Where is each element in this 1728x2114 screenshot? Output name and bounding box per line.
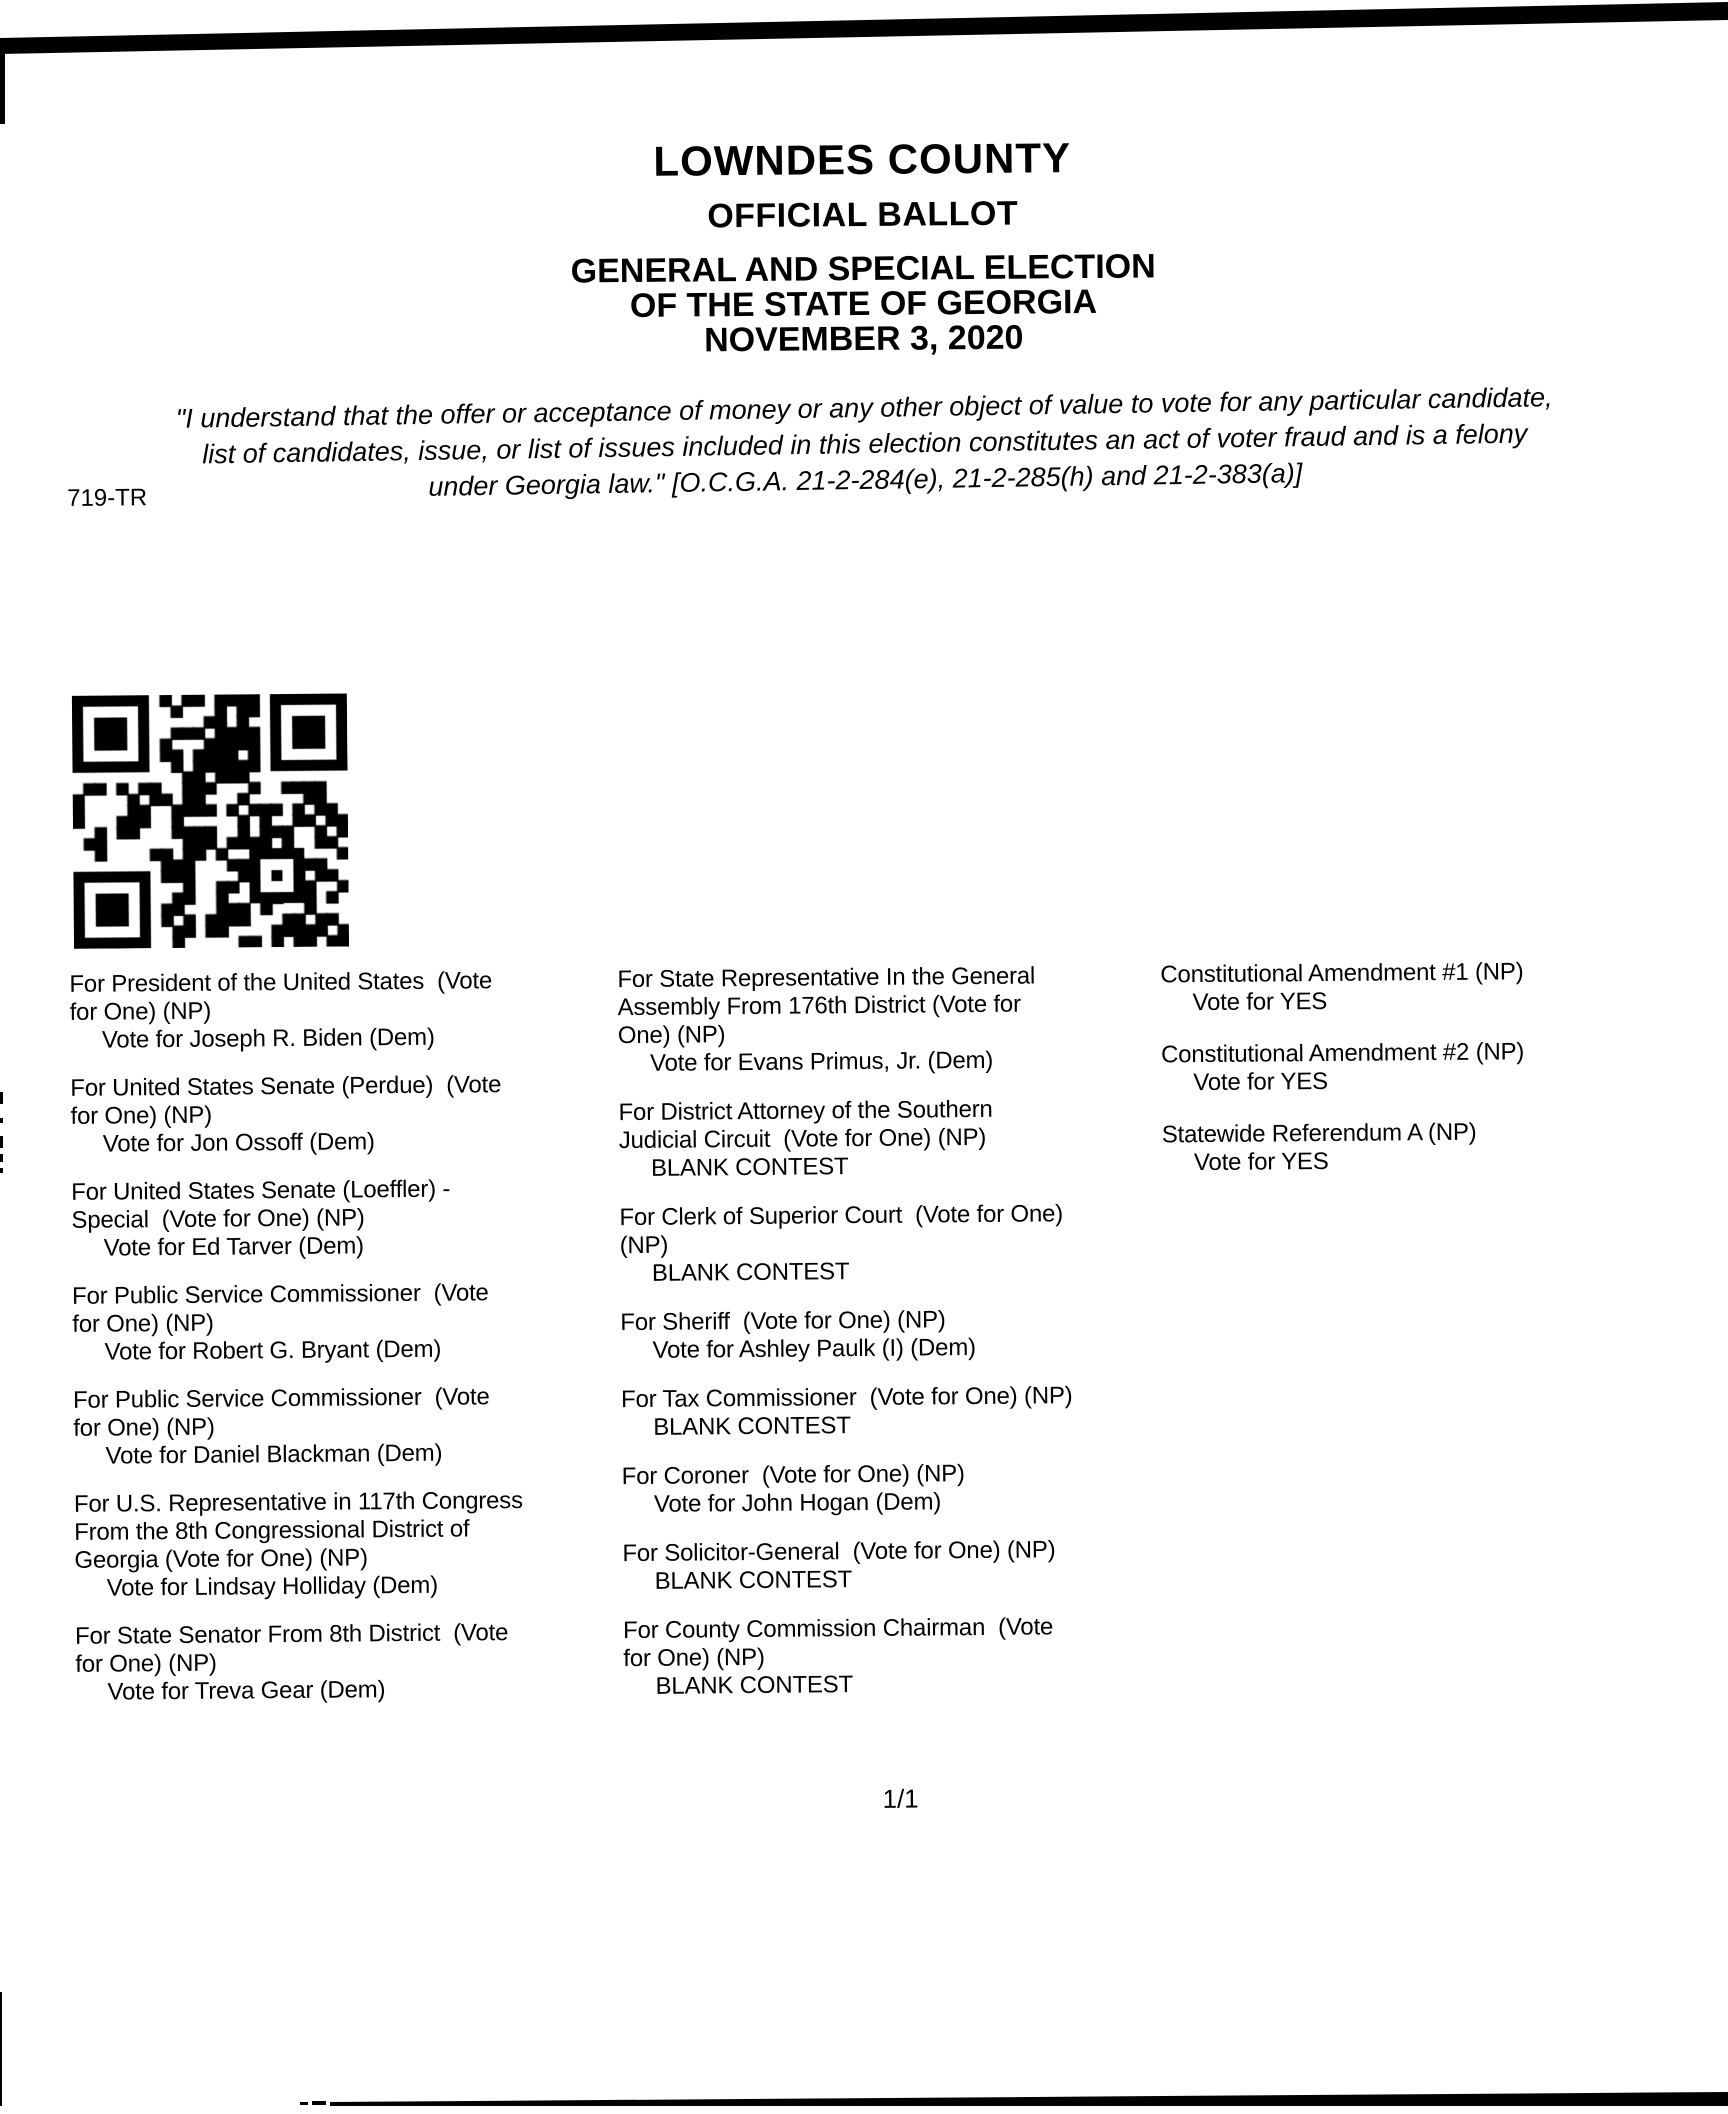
contest-title: For Public Service Commissioner (Vote for One) (NP) <box>72 1279 489 1338</box>
contest-title: For United States Senate (Loeffler) - Special (Vote for One) (NP) <box>71 1175 451 1234</box>
contest-selection: Vote for Lindsay Holliday (Dem) <box>106 1571 439 1602</box>
contest-county-commission-chairman <box>623 1612 1224 1701</box>
contest-title: Constitutional Amendment #1 (NP) <box>1160 958 1524 989</box>
ballot-header <box>12 131 1714 365</box>
county-title: LOWNDES COUNTY <box>653 134 1072 185</box>
contest-title: For State Representative In the General Assembly From 176th District (Vote for One) (NP) <box>617 962 1036 1050</box>
contest-selection: BLANK CONTEST <box>650 1153 849 1182</box>
contest-selection: Vote for Ed Tarver (Dem) <box>103 1232 364 1262</box>
contest-district-attorney <box>618 1094 1219 1183</box>
contest-selection: Vote for Treva Gear (Dem) <box>107 1676 386 1706</box>
contest-us-representative <box>74 1486 675 1603</box>
contest-selection: Vote for Evans Primus, Jr. (Dem) <box>649 1046 994 1077</box>
contest-selection: BLANK CONTEST <box>655 1671 854 1700</box>
voter-fraud-notice: "I understand that the offer or acceptance of money or any other object of value to vote for any particular candidate, list of candidates, issue, or list of issues included in this election constitutes an act of voter fraud and is a felony under Georgia law." [O.C.G.A. 21-2-284(e), 21-2-285(h) and 21-2-383(a)] <box>175 382 1553 502</box>
contest-title: For President of the United States (Vote for One) (NP) <box>69 967 493 1026</box>
contest-selection: BLANK CONTEST <box>651 1258 850 1287</box>
contest-title: For Clerk of Superior Court (Vote for One) (NP) <box>619 1200 1064 1260</box>
contest-selection: Vote for Ashley Paulk (I) (Dem) <box>652 1334 976 1364</box>
contest-constitutional-amendment-2 <box>1161 1037 1681 1098</box>
contest-us-senate-loeffler <box>71 1174 672 1263</box>
contest-title: For U.S. Representative in 117th Congress From the 8th Congressional District of Georgia (Vote for One) (NP) <box>73 1486 523 1574</box>
contest-state-senator <box>75 1618 676 1707</box>
contest-title: For Public Service Commissioner (Vote for One) (NP) <box>72 1383 490 1442</box>
official-ballot-title: OFFICIAL BALLOT <box>707 194 1019 236</box>
contest-statewide-referendum-a <box>1162 1117 1682 1178</box>
contest-title: For State Senator From 8th District (Vote for One) (NP) <box>74 1619 509 1678</box>
contest-selection: Vote for John Hogan (Dem) <box>653 1488 942 1518</box>
contest-title: For Tax Commissioner (Vote for One) (NP) <box>620 1382 1073 1414</box>
ballot-style-code: 719-TR <box>67 484 148 512</box>
contest-psc-2 <box>73 1382 674 1471</box>
contest-selection: Vote for YES <box>1193 1147 1329 1177</box>
contest-psc-1 <box>72 1278 673 1367</box>
election-title-line1: GENERAL AND SPECIAL ELECTION <box>570 247 1156 291</box>
contest-sheriff <box>620 1304 1220 1365</box>
contest-tax-commissioner <box>621 1381 1221 1442</box>
contest-title: For District Attorney of the Southern Judicial Circuit (Vote for One) (NP) <box>618 1095 993 1155</box>
contest-title: For Solicitor-General (Vote for One) (NP) <box>622 1536 1056 1568</box>
contest-coroner <box>622 1458 1222 1519</box>
contest-president <box>69 966 670 1055</box>
contest-selection: Vote for Robert G. Bryant (Dem) <box>104 1335 442 1366</box>
contest-selection: BLANK CONTEST <box>653 1412 851 1441</box>
ballot-column-3 <box>1160 957 1682 1202</box>
contest-selection: Vote for Daniel Blackman (Dem) <box>105 1439 443 1470</box>
contest-selection: Vote for YES <box>1192 987 1328 1017</box>
qr-code <box>72 693 349 948</box>
election-title-line2: OF THE STATE OF GEORGIA <box>629 282 1098 326</box>
contest-solicitor-general <box>622 1535 1222 1596</box>
contest-selection: Vote for Jon Ossoff (Dem) <box>102 1128 375 1158</box>
ballot-column-1 <box>69 966 676 1727</box>
contest-selection: BLANK CONTEST <box>654 1566 853 1595</box>
contest-title: For United States Senate (Perdue) (Vote for One) (NP) <box>70 1071 502 1130</box>
contest-selection: Vote for YES <box>1193 1067 1329 1097</box>
scan-edge-left-bottom <box>0 1992 2 2106</box>
contest-us-senate-perdue <box>70 1070 671 1159</box>
contest-title: Statewide Referendum A (NP) <box>1161 1118 1477 1149</box>
contest-title: For County Commission Chairman (Vote for One) (NP) <box>622 1613 1054 1673</box>
ballot-column-2 <box>617 961 1224 1722</box>
contest-state-representative <box>617 961 1218 1078</box>
contest-title: For Sheriff (Vote for One) (NP) <box>620 1306 946 1337</box>
contest-title: Constitutional Amendment #2 (NP) <box>1160 1038 1525 1069</box>
contest-title: For Coroner (Vote for One) (NP) <box>621 1460 965 1491</box>
contest-constitutional-amendment-1 <box>1160 957 1680 1018</box>
election-date: NOVEMBER 3, 2020 <box>703 318 1024 360</box>
contest-clerk-superior-court <box>619 1199 1220 1288</box>
page-number: 1/1 <box>882 1783 919 1814</box>
contest-selection: Vote for Joseph R. Biden (Dem) <box>101 1023 435 1054</box>
